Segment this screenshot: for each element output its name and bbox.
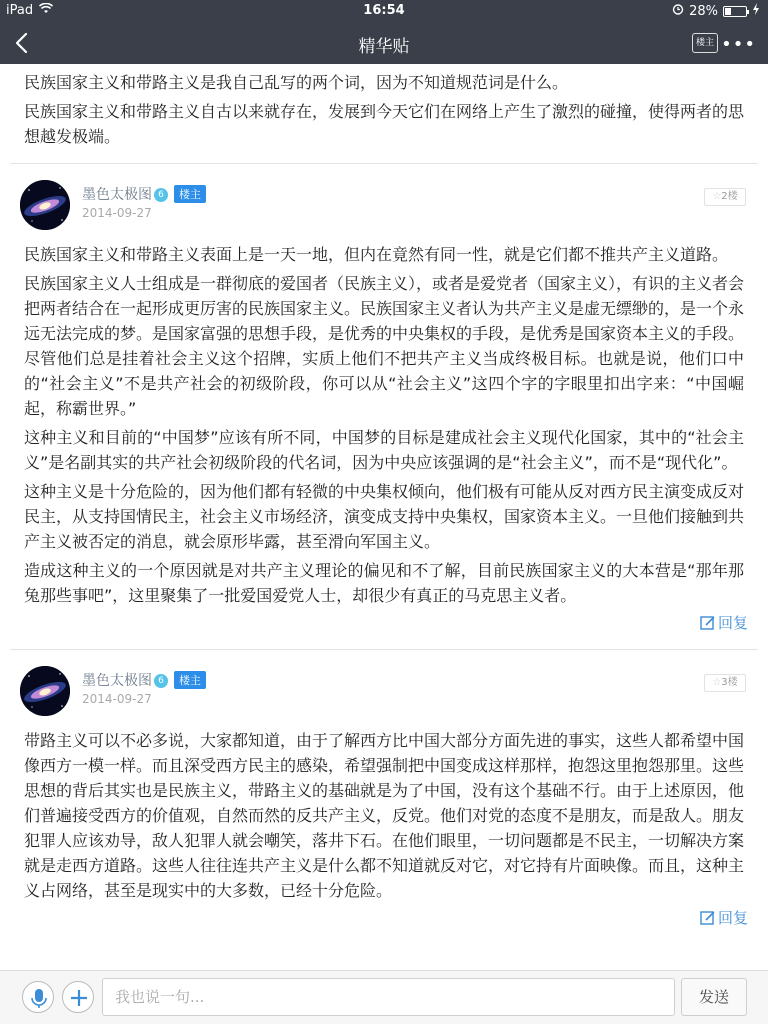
voice-input-button[interactable] <box>22 981 54 1013</box>
battery-percent: 28% <box>689 3 718 19</box>
battery-icon <box>723 6 747 17</box>
thread-content <box>0 64 768 970</box>
post-paragraph: 这种主义和目前的“中国梦”应该有所不同，中国梦的目标是建成社会主义现代化国家，其中的“社会主义”是名副其实的共产社会初级阶段的代名词，因为中央应该强调的是“社会主义”，而不是“现代化”。 <box>24 428 744 472</box>
op-badge: 楼主 <box>174 185 206 203</box>
post-date: 2014-09-27 <box>82 692 152 706</box>
device-name: iPad <box>6 3 34 18</box>
reply-label: 回复 <box>717 614 748 632</box>
only-op-toggle-button[interactable]: 楼主 <box>692 33 718 53</box>
intro-paragraph: 民族国家主义和带路主义自古以来就存在，发展到今天它们在网络上产生了激烈的碰撞，使得两者的思想越发极端。 <box>24 102 745 146</box>
user-level-badge: 6 <box>154 674 168 688</box>
post-paragraph: 民族国家主义人士组成是一群彻底的爱国者（民族主义），或者是爱党者（国家主义），有识的主义者会把两者结合在一起形成更厉害的民族国家主义。民族国家主义者认为共产主义是虚无缥缈的，是一个永远无法完成的梦。是国家富强的思想手段，是优秀的中央集权的手段，是优秀是国家资本主义的手段。尽管他们总是挂着社会主义这个招牌，实质上他们不把共产主义当成终极目标。也就是说，他们口中的“社会主义”不是共产社会的初级阶段，你可以从“社会主义”这四个字的字眼里扣出字来：“中国崛起，称霸世界。” <box>24 274 745 418</box>
user-level-badge: 6 <box>154 188 168 202</box>
composer-bar <box>0 970 768 1024</box>
post-floor-2 <box>0 164 768 635</box>
floor-label: 2楼 <box>721 191 738 202</box>
username[interactable]: 墨色太极图 <box>82 187 152 203</box>
star-icon: ☆ <box>712 191 722 202</box>
reply-label: 回复 <box>717 909 748 927</box>
microphone-icon <box>23 982 55 1014</box>
page-title: 精华贴 <box>358 37 410 57</box>
charging-icon <box>752 3 760 19</box>
intro-block <box>0 64 768 149</box>
plus-icon <box>63 982 95 1014</box>
intro-paragraph: 民族国家主义和带路主义是我自己乱写的两个词，因为不知道规范词是什么。 <box>24 73 569 92</box>
post-paragraph: 这种主义是十分危险的，因为他们都有轻微的中央集权倾向，他们极有可能从反对西方民主演变成反对民主，从支持国情民主，社会主义市场经济，演变成支持中央集权，国家资本主义。一旦他们接触到共产主义被否定的消息，就会原形毕露，甚至滑向军国主义。 <box>24 482 745 551</box>
reply-input[interactable]: 我也说一句... <box>102 978 675 1016</box>
avatar[interactable] <box>20 666 70 716</box>
status-time: 16:54 <box>363 3 405 18</box>
post-paragraph: 民族国家主义和带路主义表面上是一天一地，但内在竟然有同一性，就是它们都不推共产主义道路。 <box>24 245 729 264</box>
alarm-icon <box>672 3 684 19</box>
username[interactable]: 墨色太极图 <box>82 673 152 689</box>
op-badge: 楼主 <box>174 671 206 689</box>
edit-icon <box>700 910 716 930</box>
status-bar <box>0 0 768 22</box>
floor-badge <box>704 188 746 206</box>
star-icon: ☆ <box>712 677 722 688</box>
floor-badge <box>704 674 746 692</box>
reply-button[interactable] <box>0 612 768 635</box>
reply-button[interactable] <box>0 907 768 930</box>
more-icon[interactable]: ••• <box>721 34 756 55</box>
attach-button[interactable] <box>62 981 94 1013</box>
avatar[interactable] <box>20 180 70 230</box>
edit-icon <box>700 615 716 635</box>
post-date: 2014-09-27 <box>82 206 152 220</box>
nav-bar <box>0 22 768 64</box>
floor-label: 3楼 <box>721 677 738 688</box>
post-paragraph: 造成这种主义的一个原因就是对共产主义理论的偏见和不了解，目前民族国家主义的大本营是“那年那兔那些事吧”，这里聚集了一批爱国爱党人士，却很少有真正的马克思主义者。 <box>24 561 744 605</box>
post-floor-3 <box>0 650 768 930</box>
send-button[interactable]: 发送 <box>681 978 747 1016</box>
post-paragraph: 带路主义可以不必多说，大家都知道，由于了解西方比中国大部分方面先进的事实，这些人都希望中国像西方一模一样。而且深受西方民主的感染，希望强制把中国变成这样那样，抱怨这里抱怨那里。这些思想的背后其实也是民族主义，带路主义的基础就是为了中国，没有这个基础不行。由于上述原因，他们普遍接受西方的价值观，自然而然的反共产主义，反党。他们对党的态度不是朋友，而是敌人。朋友犯罪人应该劝导，敌人犯罪人就会嘲笑，落井下石。在他们眼里，一切问题都是不民主，一切解决方案就是走西方道路。这些人往往连共产主义是什么都不知道就反对它，对它持有片面映像。而且，这种主义占网络，甚至是现实中的大多数，已经十分危险。 <box>24 731 745 900</box>
